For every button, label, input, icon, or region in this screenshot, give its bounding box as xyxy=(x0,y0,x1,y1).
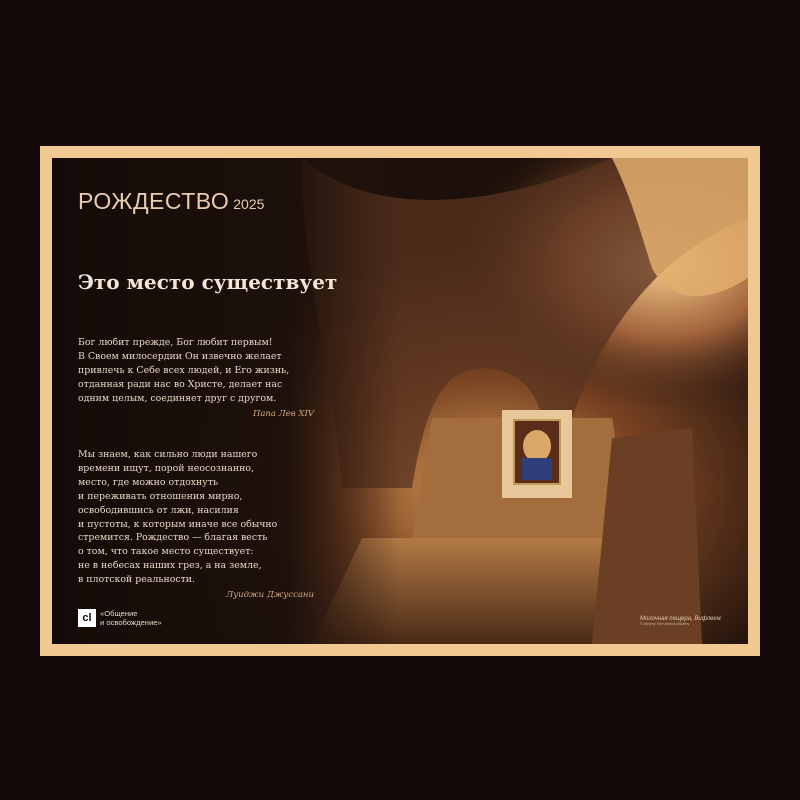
poster xyxy=(52,158,748,644)
caption-place: Молочная пещера, Вифлеем xyxy=(640,616,721,622)
photo-caption xyxy=(640,616,721,626)
logo-text xyxy=(100,609,162,627)
logo-mark: cl xyxy=(78,609,96,627)
quote-line: не в небесах наших грез, а на земле, xyxy=(78,560,262,572)
caption-credit: © Andrey Shevchenko/Alamy xyxy=(640,622,690,626)
quote-author: Луиджи Джуссани xyxy=(226,590,314,601)
logo-line: «Общение xyxy=(100,609,138,618)
quote-line: место, где можно отдохнуть xyxy=(78,476,219,488)
quote-line: и пустоты, к которым иначе все обычно xyxy=(78,518,278,530)
quote-line: стремится. Рождество — благая весть xyxy=(78,532,268,544)
logo-line: и освобождение» xyxy=(100,618,162,627)
poster-title: РОЖДЕСТВО xyxy=(78,188,230,214)
quote-line: одним целым, соединяет друг с другом. xyxy=(78,392,277,404)
quote-line: освободившись от лжи, насилия xyxy=(78,504,239,516)
quote-line: о том, что такое место существует: xyxy=(78,546,254,558)
quote-line: и переживать отношения мирно, xyxy=(78,490,243,502)
quote-line: привлечь к Себе всех людей, и Его жизнь, xyxy=(78,364,290,376)
headline: Это место существует xyxy=(78,270,338,294)
quote-pope xyxy=(78,336,314,421)
quote-line: отданная ради нас во Христе, делает нас xyxy=(78,378,283,390)
quote-line: В Своем милосердии Он извечно желает xyxy=(78,350,282,362)
organization-logo xyxy=(78,609,162,627)
quote-giussani xyxy=(78,448,314,603)
poster-frame xyxy=(40,146,760,656)
quote-line: времени ищут, порой неосознанно, xyxy=(78,462,254,474)
quote-line: Бог любит прежде, Бог любит первым! xyxy=(78,337,273,348)
quote-line: Мы знаем, как сильно люди нашего xyxy=(78,449,258,460)
poster-year: 2025 xyxy=(233,196,265,212)
quote-line: в плотской реальности. xyxy=(78,574,196,586)
poster-header xyxy=(78,188,264,215)
quote-author: Папа Лев XIV xyxy=(252,408,314,419)
